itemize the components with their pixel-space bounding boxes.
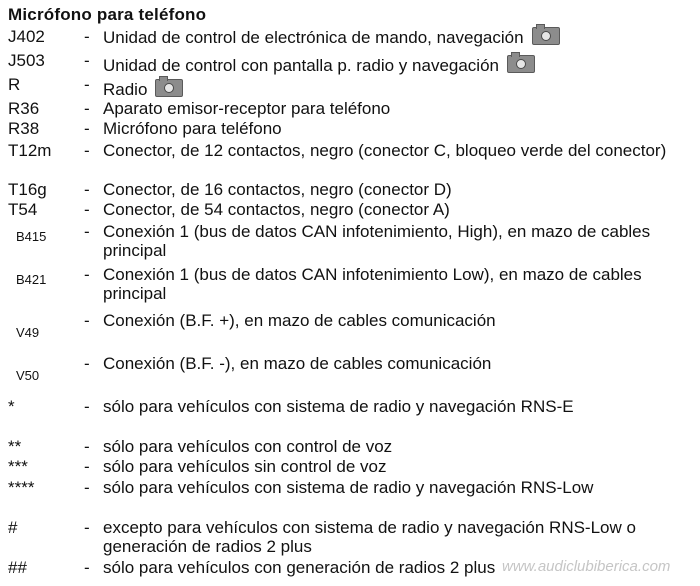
legend-code: B415 xyxy=(16,229,47,244)
camera-icon[interactable] xyxy=(507,55,535,73)
legend-dash: - xyxy=(84,354,90,373)
legend-description: sólo para vehículos con sistema de radio y navegación RNS-E xyxy=(103,397,574,416)
legend-code: J503 xyxy=(8,51,45,70)
legend-code: ** xyxy=(8,437,22,456)
legend-description: Unidad de control de electrónica de mando, navegación xyxy=(103,28,524,47)
legend-dash: - xyxy=(84,478,90,497)
legend-dash: - xyxy=(84,200,90,219)
legend-description: sólo para vehículos con sistema de radio y navegación RNS-Low xyxy=(103,478,594,497)
legend-dash: - xyxy=(84,265,90,284)
legend-code: *** xyxy=(8,457,28,476)
legend-dash: - xyxy=(84,180,90,199)
legend-code: J402 xyxy=(8,27,45,46)
legend-code: B421 xyxy=(16,272,47,287)
legend-dash: - xyxy=(84,222,90,241)
legend-description: Conexión 1 (bus de datos CAN infotenimiento, High), en mazo de cables principal xyxy=(103,222,651,260)
legend-dash: - xyxy=(84,311,90,330)
legend-description: Unidad de control con pantalla p. radio y navegación xyxy=(103,56,499,75)
legend-dash: - xyxy=(84,397,90,416)
camera-icon[interactable] xyxy=(155,79,183,97)
legend-description: Micrófono para teléfono xyxy=(103,119,282,138)
legend-code: * xyxy=(8,397,15,416)
legend-code: T12m xyxy=(8,141,52,160)
legend-description: Radio xyxy=(103,80,148,99)
watermark: www.audiclubiberica.com xyxy=(502,558,671,575)
legend-description: sólo para vehículos con control de voz xyxy=(103,437,393,456)
legend-description: sólo para vehículos sin control de voz xyxy=(103,457,387,476)
legend-dash: - xyxy=(84,457,90,476)
legend-code: T54 xyxy=(8,200,38,219)
legend-description: Aparato emisor-receptor para teléfono xyxy=(103,99,391,118)
legend-dash: - xyxy=(84,27,90,46)
legend-description: excepto para vehículos con sistema de radio y navegación RNS-Low o generación de radios 2 plus xyxy=(103,518,636,556)
legend-description: Conector, de 16 contactos, negro (conector D) xyxy=(103,180,452,199)
legend-code: ## xyxy=(8,558,27,577)
legend-code: R36 xyxy=(8,99,40,118)
legend-code: **** xyxy=(8,478,35,497)
legend-code: # xyxy=(8,518,18,537)
legend-dash: - xyxy=(84,75,90,94)
legend-description: Conexión 1 (bus de datos CAN infotenimiento Low), en mazo de cables principal xyxy=(103,265,642,303)
legend-description: Conector, de 54 contactos, negro (conector A) xyxy=(103,200,450,219)
legend-code: V50 xyxy=(16,368,40,383)
legend-dash: - xyxy=(84,51,90,70)
legend-dash: - xyxy=(84,99,90,118)
legend-description: Conexión (B.F. -), en mazo de cables comunicación xyxy=(103,354,492,373)
legend-code: R xyxy=(8,75,21,94)
legend-dash: - xyxy=(84,141,90,160)
legend-dash: - xyxy=(84,518,90,537)
legend-dash: - xyxy=(84,558,90,577)
legend-code: V49 xyxy=(16,325,40,340)
legend-description: sólo para vehículos con generación de radios 2 plus xyxy=(103,558,496,577)
legend-description: Conector, de 12 contactos, negro (conector C, bloqueo verde del conector) xyxy=(103,141,667,160)
legend-dash: - xyxy=(84,437,90,456)
page-title: Micrófono para teléfono xyxy=(8,5,207,24)
camera-icon[interactable] xyxy=(532,27,560,45)
legend-dash: - xyxy=(84,119,90,138)
legend-code: T16g xyxy=(8,180,47,199)
legend-code: R38 xyxy=(8,119,40,138)
legend-description: Conexión (B.F. +), en mazo de cables comunicación xyxy=(103,311,496,330)
